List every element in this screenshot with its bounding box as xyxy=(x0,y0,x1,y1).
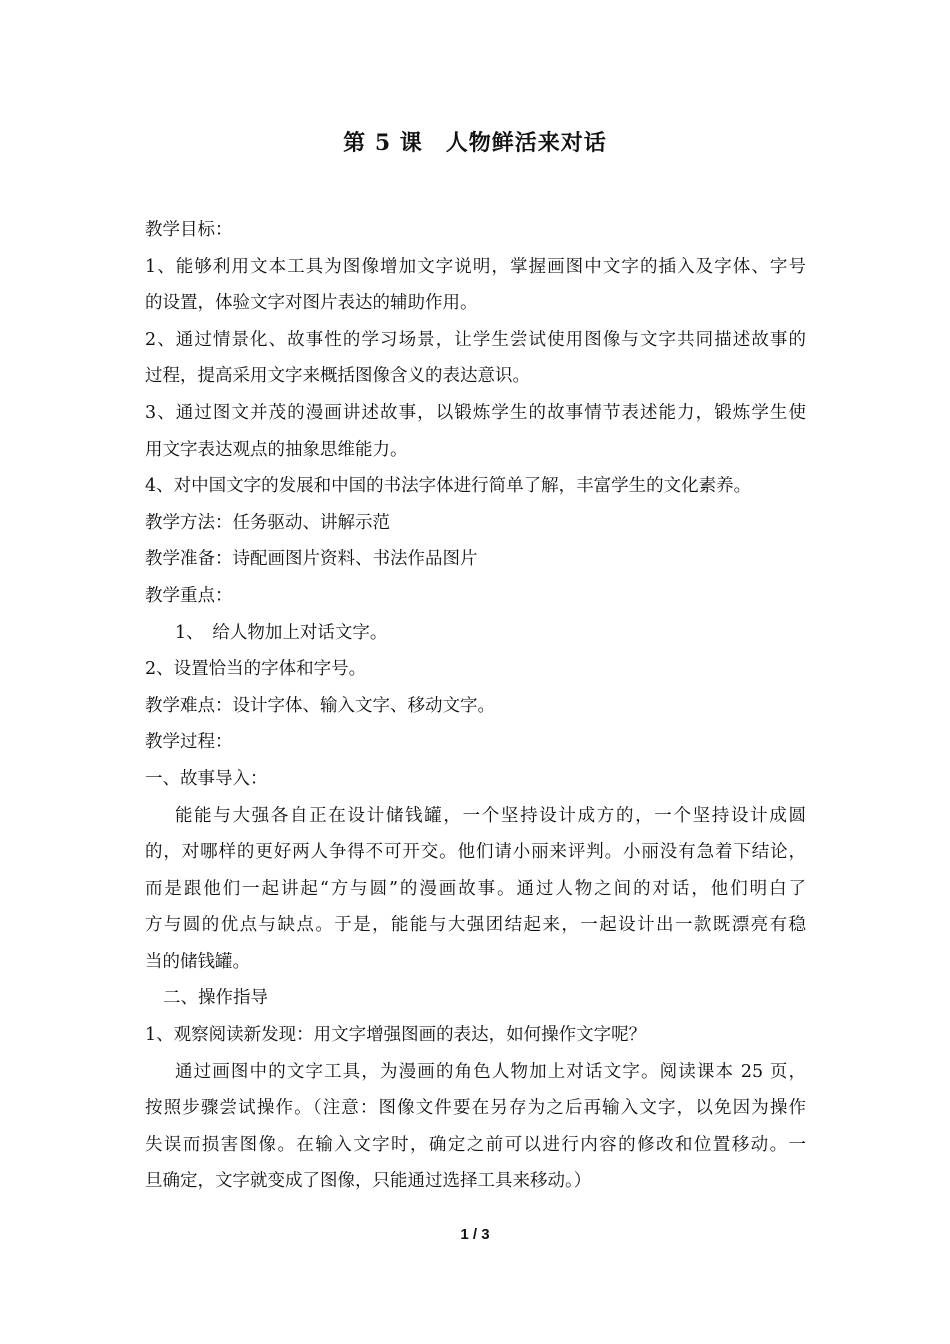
teaching-preparation: 教学准备：诗配画图片资料、书法作品图片 xyxy=(145,549,478,570)
teaching-method: 教学方法：任务驱动、讲解示范 xyxy=(145,512,390,533)
story-line: 能能与大强各自正在设计储钱罐，一个坚持设计成方的，一个坚持设计成圆 xyxy=(175,805,806,826)
story-line: 方与圆的优点与缺点。于是，能能与大强团结起来，一起设计出一款既漂亮有稳 xyxy=(145,915,806,936)
objective-line: 的设置，体验文字对图片表达的辅助作用。 xyxy=(145,293,478,314)
step-heading: 1、观察阅读新发现：用文字增强图画的表达，如何操作文字呢？ xyxy=(145,1025,647,1046)
key-point-item: 2、设置恰当的字体和字号。 xyxy=(145,659,367,680)
section-heading-objectives: 教学目标： xyxy=(145,220,233,240)
subsection-heading: 一、故事导入： xyxy=(145,768,268,789)
objective-line: 4、对中国文字的发展和中国的书法字体进行简单了解，丰富学生的文化素养。 xyxy=(145,476,752,497)
page-number: 1 / 3 xyxy=(460,1226,490,1243)
teaching-difficulties: 教学难点：设计字体、输入文字、移动文字。 xyxy=(145,695,495,716)
story-line: 的，对哪样的更好两人争得不可开交。他们请小丽来评判。小丽没有急着下结论， xyxy=(145,842,806,863)
page-title: 第 5 课 人物鲜活来对话 xyxy=(343,130,607,156)
instruction-line: 通过画图中的文字工具，为漫画的角色人物加上对话文字。阅读课本 25 页， xyxy=(175,1061,806,1082)
story-line: 当的储钱罐。 xyxy=(145,951,250,972)
objective-line: 1、能够利用文本工具为图像增加文字说明，掌握画图中文字的插入及字体、字号 xyxy=(145,256,806,277)
instruction-line: 按照步骤尝试操作。（注意：图像文件要在另存为之后再输入文字，以免因为操作 xyxy=(145,1098,806,1119)
document-body xyxy=(145,212,806,1200)
subsection-heading: 二、操作指导 xyxy=(163,988,268,1009)
key-point-item: 1、 给人物加上对话文字。 xyxy=(175,622,388,643)
section-heading-process: 教学过程： xyxy=(145,732,233,753)
objective-line: 过程，提高采用文字来概括图像含义的表达意识。 xyxy=(145,366,530,387)
objective-line: 3、通过图文并茂的漫画讲述故事，以锻炼学生的故事情节表述能力，锻炼学生使 xyxy=(145,402,806,423)
objective-line: 用文字表达观点的抽象思维能力。 xyxy=(145,439,408,460)
instruction-line: 旦确定，文字就变成了图像，只能通过选择工具来移动。） xyxy=(145,1171,592,1192)
instruction-line: 失误而损害图像。在输入文字时，确定之前可以进行内容的修改和位置移动。一 xyxy=(145,1134,806,1155)
section-heading-key-points: 教学重点： xyxy=(145,585,233,606)
objective-line: 2、通过情景化、故事性的学习场景，让学生尝试使用图像与文字共同描述故事的 xyxy=(145,329,806,350)
story-line: 而是跟他们一起讲起“方与圆”的漫画故事。通过人物之间的对话，他们明白了 xyxy=(145,878,806,899)
